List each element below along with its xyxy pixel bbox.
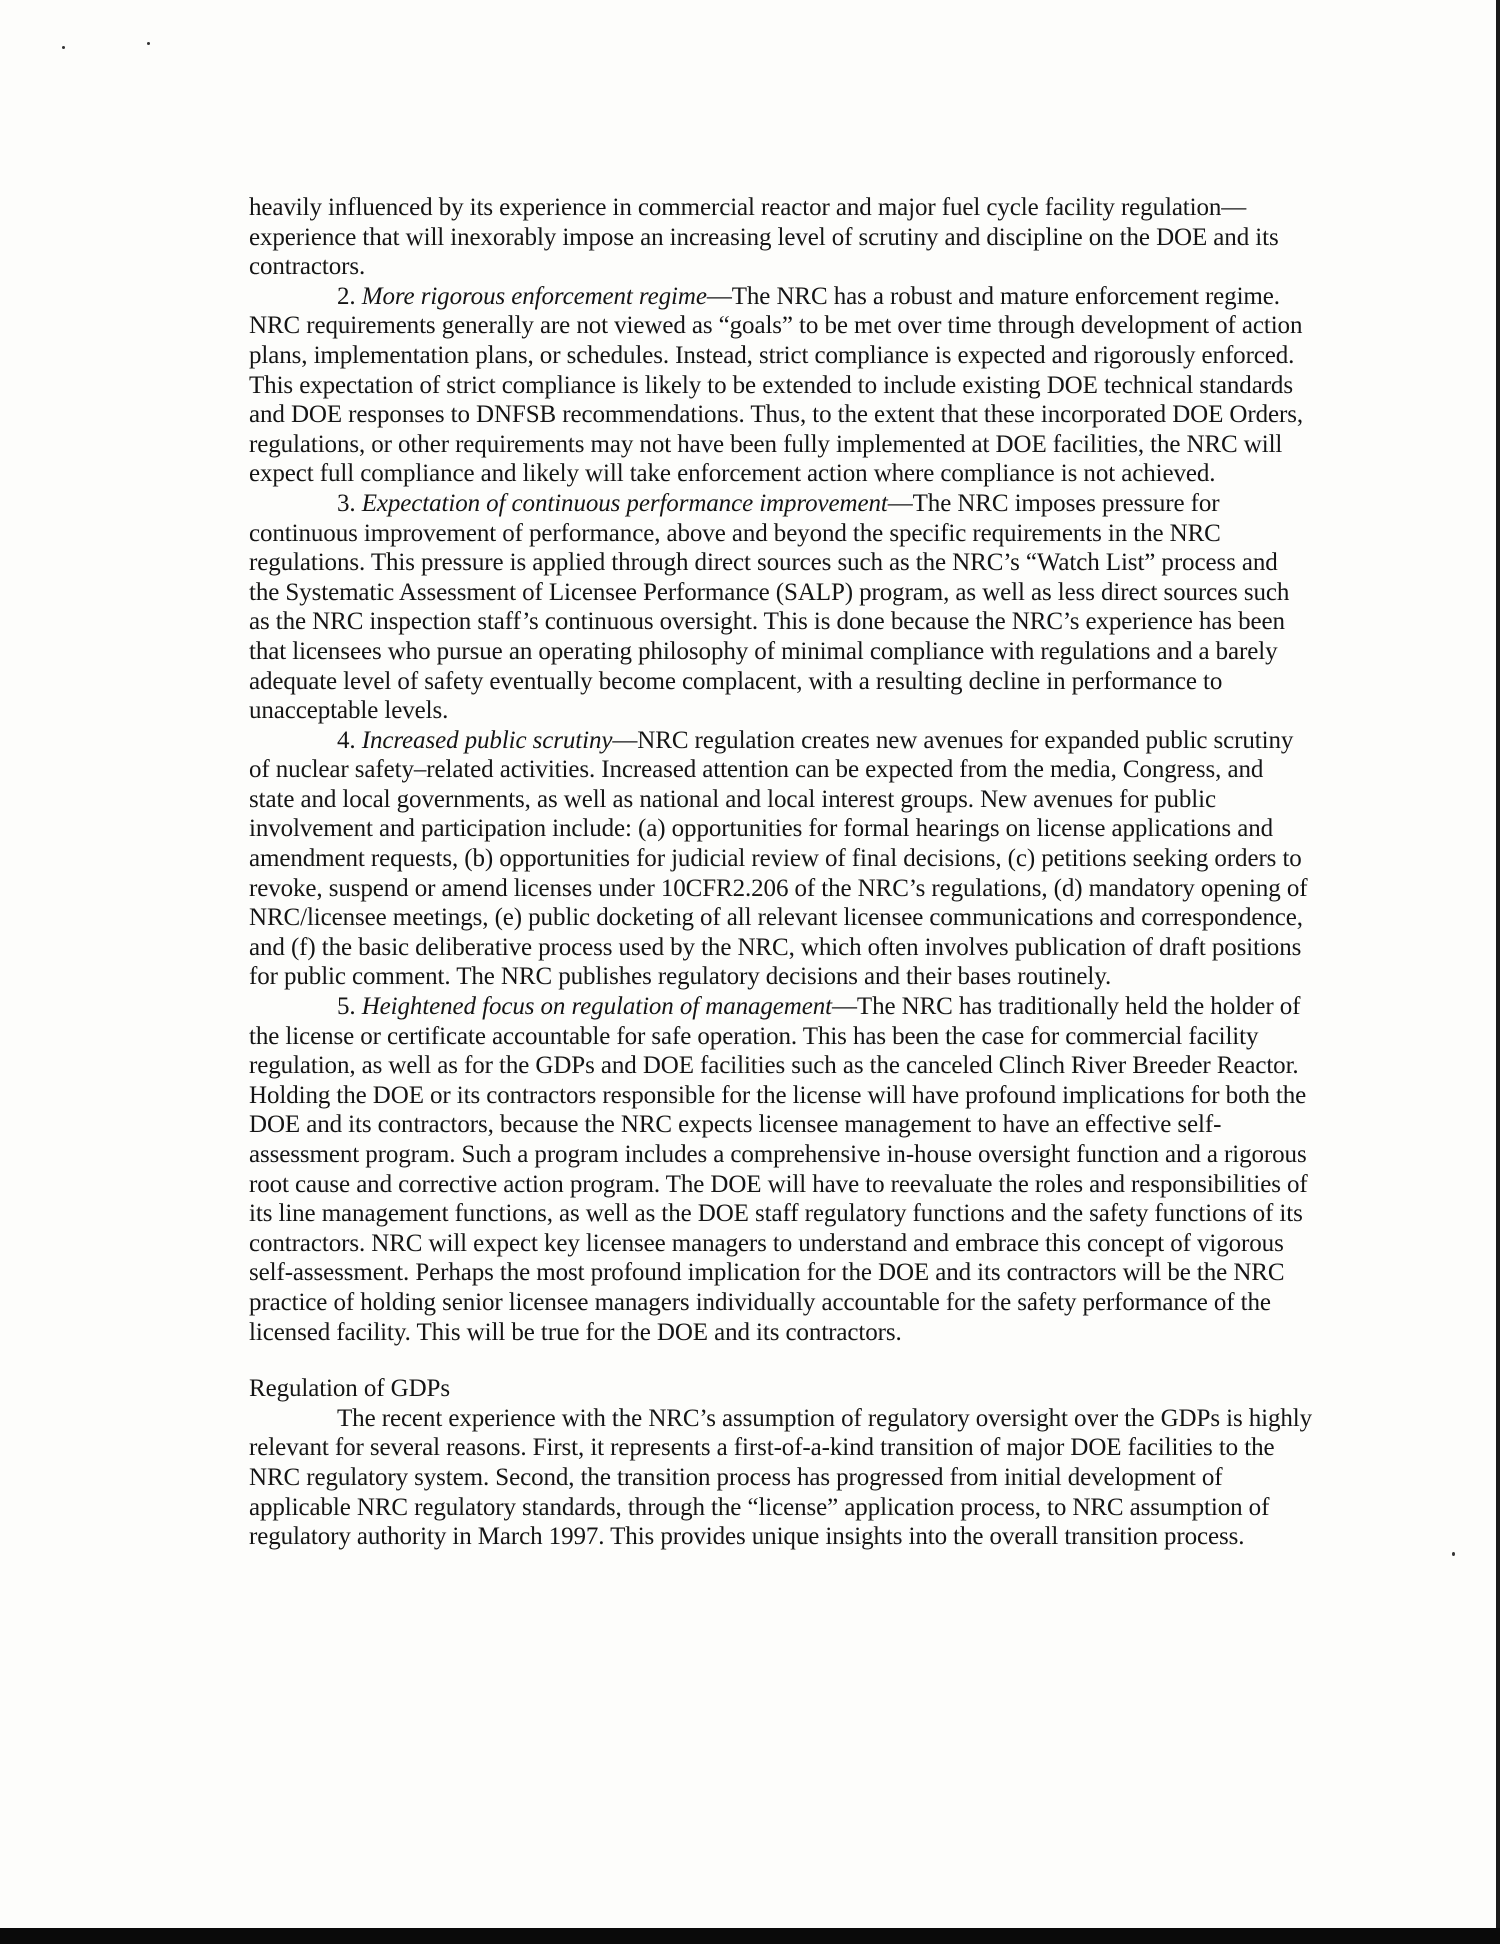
item-body: —The NRC has traditionally held the holder of the license or certificate accountable for safe operation. This has been the case for commercial facility regulation, as well as for the GDPs and DOE facilities such as the canceled Clinch River Breeder Reactor. Holding the DOE or its contractors responsible for the license will have profound implications for both the DOE and its contractors, because the NRC expects licensee management to have an effective self-assessment program. Such a program includes a comprehensive in-house oversight function and a rigorous root cause and corrective action program. The DOE will have to reevaluate the roles and responsibilities of its line management functions, as well as the DOE staff regulatory functions and the safety functions of its contractors. NRC will expect key licensee managers to understand and embrace this concept of vigorous self-assessment. Perhaps the most profound implication for the DOE and its contractors will be the NRC practice of holding senior licensee managers individually accountable for the safety performance of the licensed facility. This will be true for the DOE and its contractors.	[249, 993, 1308, 1346]
item-title: Increased public scrutiny	[361, 726, 613, 754]
item-body: —The NRC imposes pressure for continuous improvement of performance, above and beyond the specific requirements in the NRC regulations. This pressure is applied through direct sources such as the NRC’s “Watch List” process and the Systematic Assessment of Licensee Performance (SALP) program, as well as less direct sources such as the NRC inspection staff’s continuous oversight. This is done because the NRC’s experience has been that licensees who pursue an operating philosophy of minimal compliance with regulations and a barely adequate level of safety eventually become complacent, with a resulting decline in performance to unacceptable levels.	[249, 489, 1290, 725]
scan-speck	[1452, 1552, 1455, 1556]
body-text	[249, 193, 1313, 1552]
item-number: 2.	[337, 282, 356, 310]
item-management-regulation	[249, 992, 1313, 1347]
item-number: 3.	[337, 489, 356, 517]
item-body: —NRC regulation creates new avenues for expanded public scrutiny of nuclear safety–related activities. Increased attention can be expected from the media, Congress, and state and local governments, as well as national and local interest groups. New avenues for public involvement and participation include: (a) opportunities for formal hearings on license applications and amendment requests, (b) opportunities for judicial review of final decisions, (c) petitions seeking orders to revoke, suspend or amend licenses under 10CFR2.206 of the NRC’s regulations, (d) mandatory opening of NRC/licensee meetings, (e) public docketing of all relevant licensee communications and correspondence, and (f) the basic deliberative process used by the NRC, which often involves publication of draft positions for public comment. The NRC publishes regulatory decisions and their bases routinely.	[249, 726, 1308, 991]
scan-speck	[147, 42, 150, 45]
item-title: Expectation of continuous performance improvement	[361, 489, 888, 517]
item-number: 5.	[337, 993, 356, 1021]
item-public-scrutiny	[249, 726, 1313, 992]
item-number: 4.	[337, 726, 356, 754]
section-paragraph: The recent experience with the NRC’s assumption of regulatory oversight over the GDPs is highly relevant for several reasons. First, it represents a first-of-a-kind transition of major DOE facilities to the NRC regulatory system. Second, the transition process has progressed from initial development of applicable NRC regulatory standards, through the “license” application process, to NRC assumption of regulatory authority in March 1997. This provides unique insights into the overall transition process.	[249, 1404, 1313, 1551]
item-title: Heightened focus on regulation of management	[361, 993, 833, 1021]
item-performance-improvement	[249, 489, 1313, 726]
scan-speck	[62, 46, 65, 49]
section-heading: Regulation of GDPs	[249, 1375, 450, 1403]
item-body: —The NRC has a robust and mature enforcement regime. NRC requirements generally are not viewed as “goals” to be met over time through development of action plans, implementation plans, or schedules. Instead, strict compliance is expected and rigorously enforced. This expectation of strict compliance is likely to be extended to include existing DOE technical standards and DOE responses to DNFSB recommendations. Thus, to the extent that these incorporated DOE Orders, regulations, or other requirements may not have been fully implemented at DOE facilities, the NRC will expect full compliance and likely will take enforcement action where compliance is not achieved.	[249, 282, 1304, 488]
scan-border-bottom	[0, 1928, 1500, 1944]
scan-border-right	[1496, 0, 1500, 1944]
item-enforcement-regime	[249, 282, 1313, 489]
intro-paragraph: heavily influenced by its experience in commercial reactor and major fuel cycle facility regulation—experience that will inexorably impose an increasing level of scrutiny and discipline on the DOE and its contractors.	[249, 194, 1279, 281]
item-title: More rigorous enforcement regime	[361, 282, 707, 310]
